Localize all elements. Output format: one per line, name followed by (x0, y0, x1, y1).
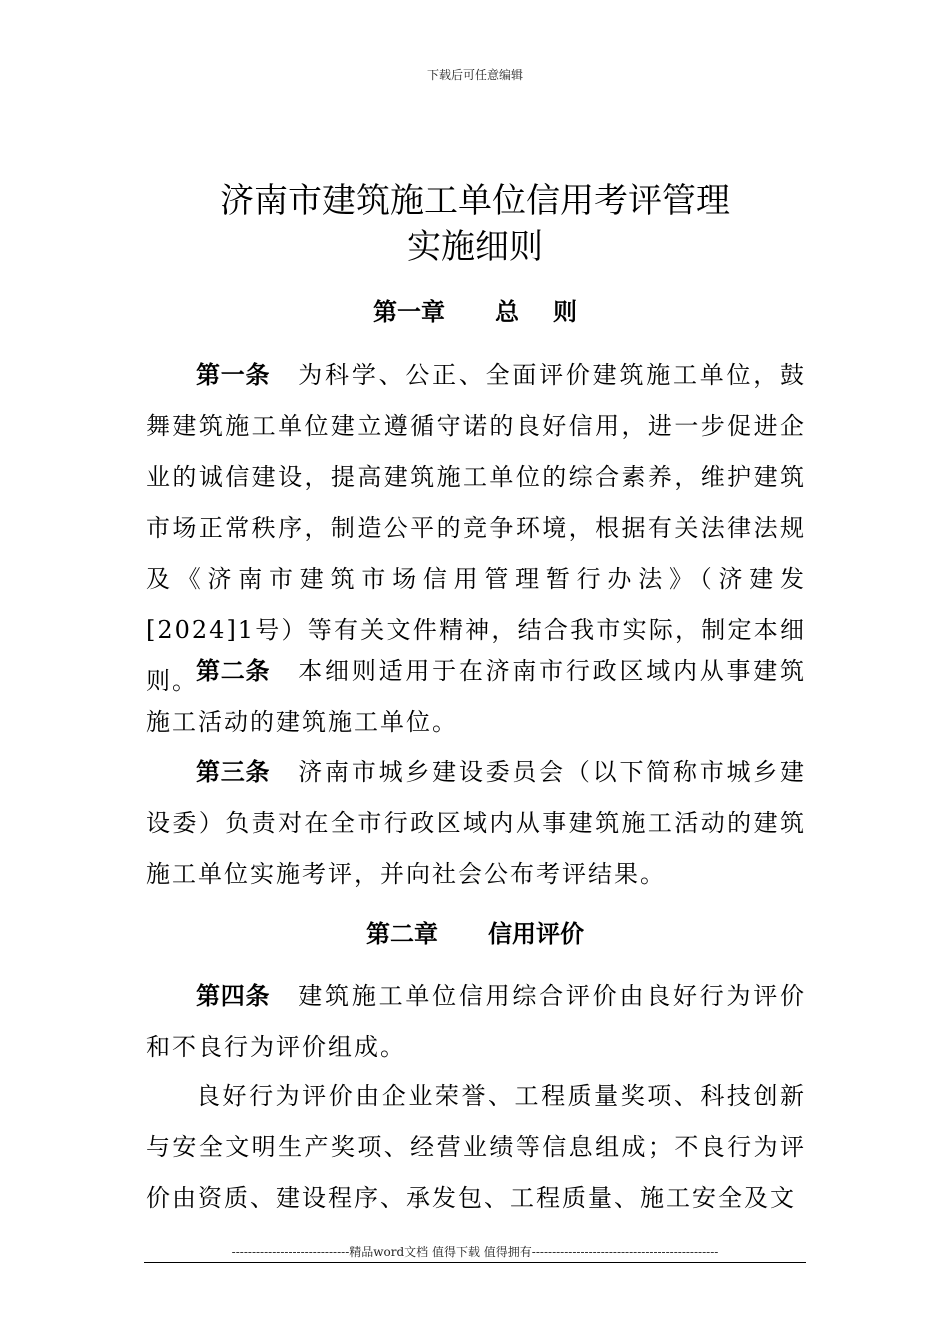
article-2-text: 本细则适用于在济南市行政区域内从事建筑施工活动的建筑施工单位。 (146, 657, 807, 736)
article-3-text: 济南市城乡建设委员会（以下简称市城乡建设委）负责对在全市行政区域内从事建筑施工活动的建筑施工单位实施考评，并向社会公布考评结果。 (146, 758, 807, 888)
chapter-1-heading (0, 296, 950, 328)
document-title (0, 178, 950, 270)
article-2 (146, 646, 806, 748)
article-4-label: 第四条 (196, 982, 271, 1010)
chapter-2-name: 信用评价 (488, 920, 584, 948)
chapter-2-heading (0, 918, 950, 950)
chapter-1-name: 总则 (495, 298, 611, 326)
article-2-label: 第二条 (196, 657, 271, 685)
article-4 (146, 971, 806, 1073)
body-paragraph: 良好行为评价由企业荣誉、工程质量奖项、科技创新与安全文明生产奖项、经营业绩等信息组成；不良行为评价由资质、建设程序、承发包、工程质量、施工安全及文 (146, 1082, 806, 1212)
document-title-line-2: 实施细则 (407, 227, 543, 267)
chapter-2-number: 第二章 (366, 920, 438, 948)
document-title-line-1: 济南市建筑施工单位信用考评管理 (220, 181, 730, 221)
article-4-text: 建筑施工单位信用综合评价由良好行为评价和不良行为评价组成。 (146, 982, 807, 1061)
footer-note: -----------------------------精品word文档 值得下载 值得拥有---------------------------------------------- (231, 1245, 719, 1259)
chapter-1-number: 第一章 (373, 298, 445, 326)
article-1-text: 为科学、公正、全面评价建筑施工单位，鼓舞建筑施工单位建立遵循守诺的良好信用，进一步促进企业的诚信建设，提高建筑施工单位的综合素养，维护建筑市场正常秩序，制造公平的竞争环境，根据有关法律法规及《济南市建筑市场信用管理暂行办法》（济建发[2024]1号）等有关文件精神，结合我市实际，制定本细则。 (146, 361, 807, 695)
article-3-label: 第三条 (196, 758, 271, 786)
article-3 (146, 747, 806, 900)
footer-rule (144, 1262, 806, 1263)
article-1-label: 第一条 (196, 361, 271, 389)
header-note: 下载后可任意编辑 (426, 68, 523, 82)
